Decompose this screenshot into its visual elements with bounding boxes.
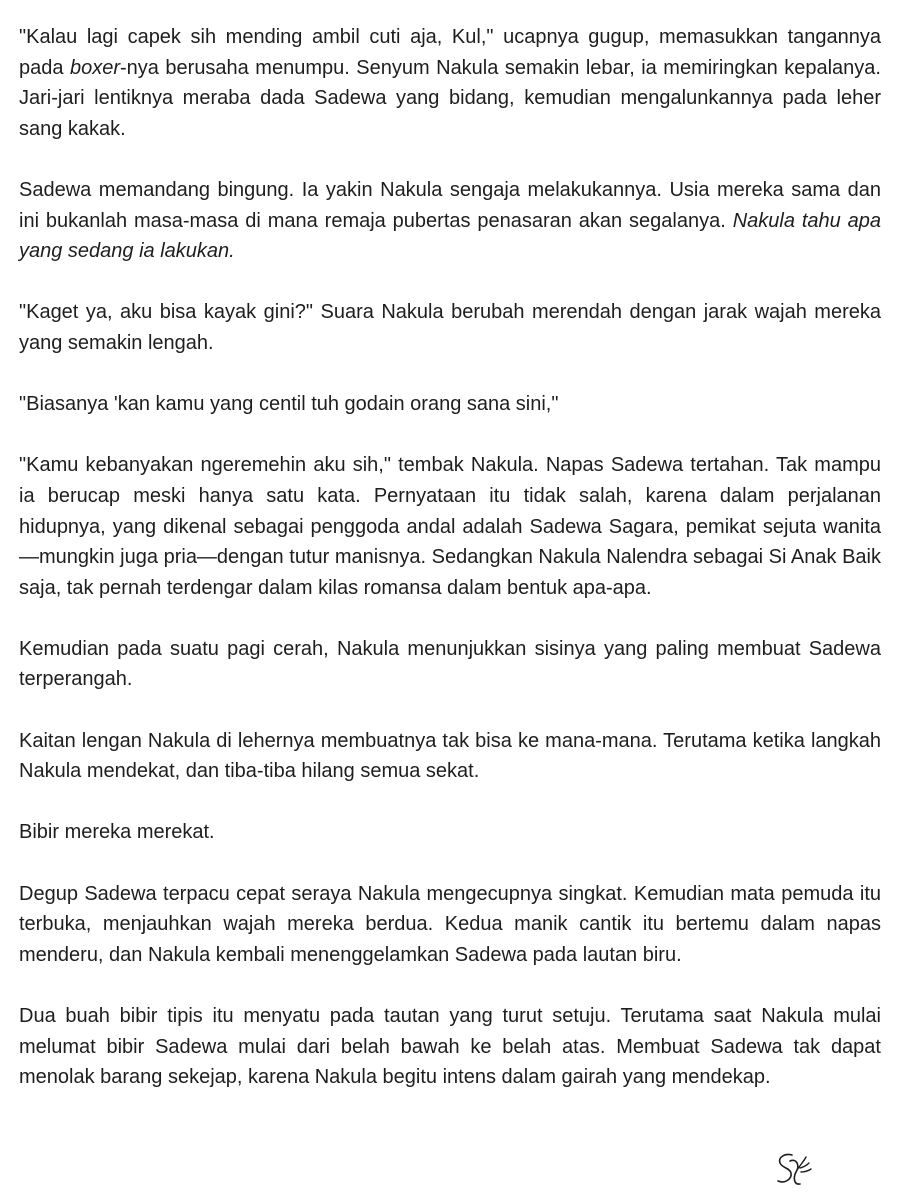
- text-run: "Kaget ya, aku bisa kayak gini?" Suara Nakula berubah merendah dengan jarak wajah mereka yang semakin lengah.: [19, 301, 881, 354]
- text-run: "Biasanya 'kan kamu yang centil tuh godain orang sana sini,": [19, 393, 559, 416]
- document-body: [19, 22, 881, 1093]
- paragraph-p5: [19, 450, 881, 603]
- text-run: "Kalau lagi capek sih mending ambil cuti aja, Kul," ucapnya gugup, memasukkan tangannya pada: [19, 26, 881, 79]
- text-run: Kemudian pada suatu pagi cerah, Nakula menunjukkan sisinya yang paling membuat Sadewa terperangah.: [19, 637, 881, 691]
- text-run: Sadewa memandang bingung. Ia yakin Nakula sengaja melakukannya. Usia mereka sama dan ini bukanlah masa-masa di mana remaja pubertas penasaran akan segalanya.: [19, 178, 881, 232]
- text-run: Degup Sadewa terpacu cepat seraya Nakula mengecupnya singkat. Kemudian mata pemuda itu terbuka, menjauhkan wajah mereka berdua. Kedua manik cantik itu bertemu dalam napas menderu, dan Nakula kembali menenggelamkan Sadewa pada lautan biru.: [19, 882, 881, 966]
- text-run: "Kamu kebanyakan ngeremehin aku sih," tembak Nakula. Napas Sadewa tertahan. Tak mampu ia berucap meski hanya satu kata. Pernyataan itu tidak salah, karena dalam perjalanan hidupnya, yang dikenal sebagai penggoda andal adalah Sadewa Sagara, pemikat sejuta wanita—mungkin juga pria—dengan tutur manisnya. Sedangkan Nakula Nalendra sebagai Si Anak Baik saja, tak pernah terdengar dalam kilas romansa dalam bentuk apa-apa.: [19, 454, 881, 599]
- paragraph-p10: [19, 1001, 881, 1093]
- paragraph-p2: [19, 175, 881, 267]
- paragraph-p3: [19, 297, 881, 358]
- italic-text: boxer: [69, 56, 121, 79]
- paragraph-p4: [19, 389, 881, 420]
- signature-mark-icon: [770, 1150, 816, 1192]
- italic-text: Nakula tahu apa yang sedang ia lakukan.: [19, 209, 882, 263]
- paragraph-p9: [19, 879, 881, 971]
- text-run: Dua buah bibir tipis itu menyatu pada tautan yang turut setuju. Terutama saat Nakula mulai melumat bibir Sadewa mulai dari belah bawah ke belah atas. Membuat Sadewa tak dapat menolak barang sekejap, karena Nakula begitu intens dalam gairah yang mendekap.: [19, 1005, 881, 1089]
- paragraph-p8: [19, 817, 881, 848]
- text-run: Bibir mereka merekat.: [19, 821, 215, 844]
- paragraph-p1: [19, 22, 881, 144]
- text-run: -nya berusaha menumpu. Senyum Nakula semakin lebar, ia memiringkan kepalanya. Jari-jari lentiknya meraba dada Sadewa yang bidang, kemudian mengalunkannya pada leher sang kakak.: [19, 56, 881, 140]
- text-run: Kaitan lengan Nakula di lehernya membuatnya tak bisa ke mana-mana. Terutama ketika langkah Nakula mendekat, dan tiba-tiba hilang semua sekat.: [19, 729, 881, 783]
- paragraph-p6: [19, 634, 881, 695]
- paragraph-p7: [19, 726, 881, 787]
